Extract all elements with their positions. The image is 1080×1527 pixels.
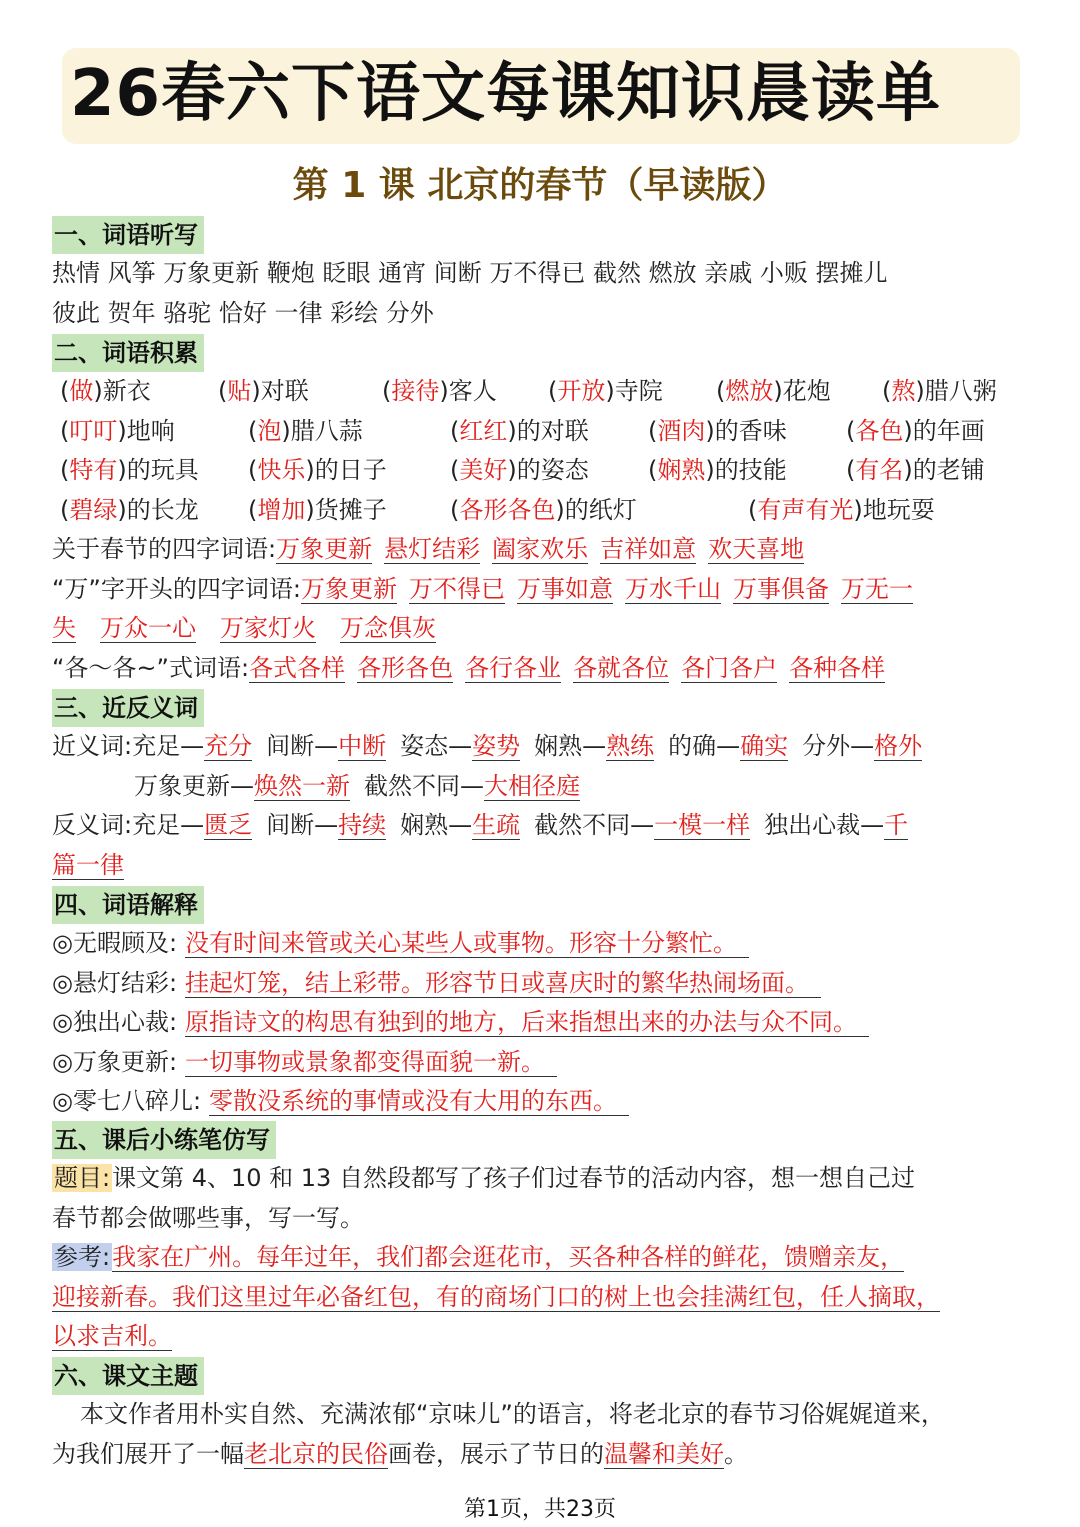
reference-line-2 [52,1278,1032,1318]
paren: ( [648,456,658,484]
phrase-row [52,372,1032,412]
explanation-definition: 挂起灯笼，结上彩带。形容节日或喜庆时的繁华热闹场面。 [185,969,821,998]
word-prompt: 娴熟— [534,732,607,760]
wan-words-line-2 [52,609,1032,649]
paren: ) [903,456,913,484]
ge-words-line [52,649,1032,689]
theme-answer: 老北京的民俗 [244,1439,388,1468]
dictation-line-2: 彼此 贺年 骆驼 恰好 一律 彩绘 分外 [52,298,434,327]
phrase-item [748,491,935,531]
word-answer: 万不得已 [408,574,505,603]
word-answer: 万念俱灰 [340,614,436,642]
reference-text: 以求吉利。 [52,1322,172,1350]
theme-text: 画卷，展示了节日的 [388,1439,604,1468]
word-prompt: 截然不同— [534,811,655,839]
phrase-text: 地响 [126,416,175,445]
phrase-answer: 红红 [459,416,508,445]
phrase-item [716,372,831,412]
paren: ( [60,377,70,405]
phrase-item [218,372,309,412]
phrase-text: 的纸灯 [564,495,637,524]
paren: ( [548,377,558,405]
phrase-text: 的技能 [714,456,787,484]
word-prompt: 万象更新— [134,771,254,800]
phrase-item [548,372,663,412]
paren: ) [117,495,127,524]
explanation-term: ◎零七八碎儿: [52,1087,202,1115]
phrase-text: 寺院 [614,377,663,405]
phrase-item [882,372,997,412]
phrase-item [60,372,151,412]
word-prompt: 的确— [668,732,741,760]
word-answer: 熟练 [606,732,655,760]
spring-words-line [52,530,1032,570]
paren: ( [882,377,892,405]
phrase-item [248,451,387,491]
paren: ( [716,377,726,405]
paren: ) [705,456,715,484]
paren: ( [846,456,856,484]
phrase-answer: 贴 [227,377,252,405]
phrase-item [248,412,363,452]
antonyms-line-2 [52,846,1032,886]
phrase-text: 的长龙 [126,495,199,524]
section-heading: 四、词语解释 [52,886,204,924]
section-heading: 一、词语听写 [52,216,204,254]
paren: ) [439,377,449,405]
phrase-text: 腊八粥 [924,377,997,405]
explanation-item [52,1003,1032,1043]
phrase-answer: 各形各色 [459,495,556,524]
paren: ) [305,456,315,484]
phrase-row [52,412,1032,452]
paren: ) [117,456,127,484]
phrase-answer: 开放 [557,377,606,405]
question-line-2: 春节都会做哪些事，写一写。 [52,1203,364,1232]
explanation-term: ◎独出心裁: [52,1008,178,1036]
word-answer: 悬灯结彩 [384,535,481,563]
ge-words-label: “各～各~”式词语: [52,653,250,682]
word-answer: 各种各样 [789,653,886,682]
antonyms-label: 反义词: [52,811,133,839]
phrase-item [248,491,387,531]
phrase-text: 的姿态 [516,456,589,484]
paren: ) [117,416,127,445]
wan-words-line-1 [52,570,1032,610]
word-prompt: 充足— [132,732,205,760]
phrase-answer: 各色 [855,416,904,445]
synonyms-label: 近义词: [52,732,133,760]
paren: ( [60,456,70,484]
phrase-answer: 做 [69,377,94,405]
paren: ) [705,416,715,445]
explanation-definition: 原指诗文的构思有独到的地方，后来指想出来的办法与众不同。 [185,1008,869,1037]
word-answer: 匮乏 [204,811,253,839]
section-dictation [52,216,1032,333]
word-answer: 吉祥如意 [600,535,697,563]
phrase-item [846,451,985,491]
section-synonyms-antonyms [52,689,1032,885]
word-answer: 万事俱备 [732,574,829,603]
theme-text: 为我们展开了一幅 [52,1439,244,1468]
paren: ( [748,495,758,524]
phrase-answer: 燃放 [725,377,774,405]
theme-text: 。 [724,1439,748,1468]
word-answer: 万水千山 [624,574,721,603]
question-text: 课文第 4、10 和 13 自然段都写了孩子们过春节的活动内容，想一想自己过 [112,1164,915,1192]
paren: ) [773,377,783,405]
word-answer: 阖家欢乐 [492,535,589,563]
lesson-title: 第 1 课 北京的春节（早读版） [292,165,788,206]
explanation-term: ◎万象更新: [52,1047,178,1076]
paren: ( [450,416,460,445]
paren: ( [248,495,258,524]
explanation-item [52,924,1032,964]
phrase-item [60,491,199,531]
phrase-answer: 特有 [69,456,118,484]
word-answer: 确实 [740,732,789,760]
phrase-answer: 娴熟 [657,456,706,484]
word-answer: 一模一样 [654,811,751,839]
word-answer: 万众一心 [100,614,196,642]
section-heading: 六、课文主题 [52,1357,204,1395]
phrase-answer: 酒肉 [657,416,706,445]
page-footer: 第1页，共23页 [464,1497,616,1522]
word-prompt: 姿态— [400,732,473,760]
word-answer: 万无一 [840,574,913,603]
question-label: 题目: [54,1164,111,1192]
word-prompt: 截然不同— [364,771,484,800]
phrase-row [52,491,1032,531]
word-answer: 焕然一新 [254,771,350,800]
word-answer: 各就各位 [573,653,670,682]
paren: ( [60,495,70,524]
phrase-text: 腊八蒜 [290,416,363,445]
word-answer: 生疏 [472,811,521,839]
word-answer: 充分 [204,732,253,760]
paren: ) [605,377,615,405]
word-answer: 万家灯火 [220,614,316,642]
word-prompt: 充足— [132,811,205,839]
explanation-term: ◎悬灯结彩: [52,968,178,997]
paren: ( [248,456,258,484]
paren: ) [555,495,565,524]
phrase-answer: 有名 [855,456,904,484]
paren: ( [450,495,460,524]
word-prompt: 分外— [802,732,875,760]
paren: ) [305,495,315,524]
spring-words-label: 关于春节的四字词语: [52,535,277,563]
paren: ) [281,416,291,445]
explanation-definition: 一切事物或景象都变得面貌一新。 [185,1048,557,1077]
word-answer: 格外 [874,732,923,760]
word-prompt: 间断— [266,811,339,839]
paren: ( [248,416,258,445]
phrase-item [846,412,985,452]
section-theme [52,1357,1032,1474]
word-answer: 中断 [338,732,387,760]
phrase-item [60,412,175,452]
section-accumulation [52,334,1032,688]
word-answer: 千 [884,811,909,839]
phrase-item [382,372,497,412]
paren: ( [382,377,392,405]
section-writing-practice [52,1121,1032,1357]
phrase-item [450,451,589,491]
phrase-text: 的玩具 [126,456,199,484]
word-answer: 万事如意 [516,574,613,603]
word-answer: 姿势 [472,732,521,760]
theme-line-1: 本文作者用朴实自然、充满浓郁“京味儿”的语言，将老北京的春节习俗娓娓道来， [80,1400,945,1428]
section-heading: 五、课后小练笔仿写 [52,1121,276,1159]
phrase-item [450,412,589,452]
phrase-text: 的老铺 [912,456,985,484]
explanation-definition: 零散没系统的事情或没有大用的东西。 [209,1087,629,1116]
paren: ) [915,377,925,405]
reference-line-3 [52,1317,1032,1357]
wan-words-label: “万”字开头的四字词语: [52,574,301,603]
phrase-answer: 有声有光 [757,495,854,524]
question-line-1 [52,1159,1032,1199]
phrase-answer: 泡 [257,416,282,445]
phrase-answer: 增加 [257,495,306,524]
phrase-text: 新衣 [102,377,151,405]
explanation-item [52,964,1032,1004]
word-answer: 万象更新 [300,574,397,603]
paren: ( [450,456,460,484]
synonyms-line-2 [52,767,1032,807]
phrase-answer: 碧绿 [69,495,118,524]
section-heading: 三、近反义词 [52,689,204,727]
phrase-answer: 熬 [891,377,916,405]
theme-line-2 [52,1435,1032,1475]
phrase-text: 货摊子 [314,495,387,524]
word-answer: 欢天喜地 [708,535,805,563]
paren: ( [648,416,658,445]
reference-line-1 [52,1238,1032,1278]
word-prompt: 间断— [266,732,339,760]
word-answer: 大相径庭 [484,771,580,800]
page-title: 26春六下语文每课知识晨读单 [70,57,942,131]
word-answer: 万象更新 [276,535,373,563]
phrase-text: 客人 [448,377,497,405]
dictation-line-1: 热情 风筝 万象更新 鞭炮 眨眼 通宵 间断 万不得已 截然 燃放 亲戚 小贩 摆摊儿 [52,259,888,287]
phrase-answer: 接待 [391,377,440,405]
phrase-answer: 美好 [459,456,508,484]
paren: ( [846,416,856,445]
word-answer: 各行各业 [465,653,562,682]
paren: ) [251,377,261,405]
phrase-text: 的年画 [912,416,985,445]
phrase-text: 地玩耍 [862,495,935,524]
phrase-text: 的日子 [314,456,387,484]
reference-label: 参考: [54,1243,111,1271]
word-prompt: 娴熟— [400,811,473,839]
phrase-grid [52,372,1032,530]
phrase-text: 对联 [260,377,309,405]
word-answer: 各门各户 [681,653,778,682]
phrase-item [648,412,787,452]
paren: ) [853,495,863,524]
phrase-answer: 快乐 [257,456,306,484]
paren: ) [903,416,913,445]
paren: ) [507,416,517,445]
paren: ( [218,377,228,405]
explanation-term: ◎无暇顾及: [52,929,178,957]
reference-text: 我家在广州。每年过年，我们都会逛花市，买各种各样的鲜花，馈赠亲友， [112,1243,905,1271]
phrase-row [52,451,1032,491]
phrase-item [60,451,199,491]
section-heading: 二、词语积累 [52,334,204,372]
word-answer: 各式各样 [249,653,346,682]
word-answer: 各形各色 [357,653,454,682]
theme-answer: 温馨和美好 [604,1439,724,1468]
word-answer: 持续 [338,811,387,839]
phrase-item [450,491,637,531]
word-prompt: 独出心裁— [764,811,885,839]
word-answer: 失 [52,614,76,642]
paren: ) [507,456,517,484]
explanation-item [52,1082,1032,1122]
paren: ) [93,377,103,405]
paren: ( [60,416,70,445]
section-word-explanations [52,886,1032,1122]
antonym-answer: 篇一律 [52,850,124,879]
phrase-text: 的对联 [516,416,589,445]
explanation-item [52,1043,1032,1083]
reference-text: 迎接新春。我们这里过年必备红包，有的商场门口的树上也会挂满红包，任人摘取， [52,1282,940,1311]
phrase-text: 花炮 [782,377,831,405]
synonyms-line-1 [52,727,1032,767]
explanation-definition: 没有时间来管或关心某些人或事物。形容十分繁忙。 [185,929,749,958]
phrase-item [648,451,787,491]
antonyms-line-1 [52,806,1032,846]
phrase-answer: 叮叮 [69,416,118,445]
phrase-text: 的香味 [714,416,787,445]
